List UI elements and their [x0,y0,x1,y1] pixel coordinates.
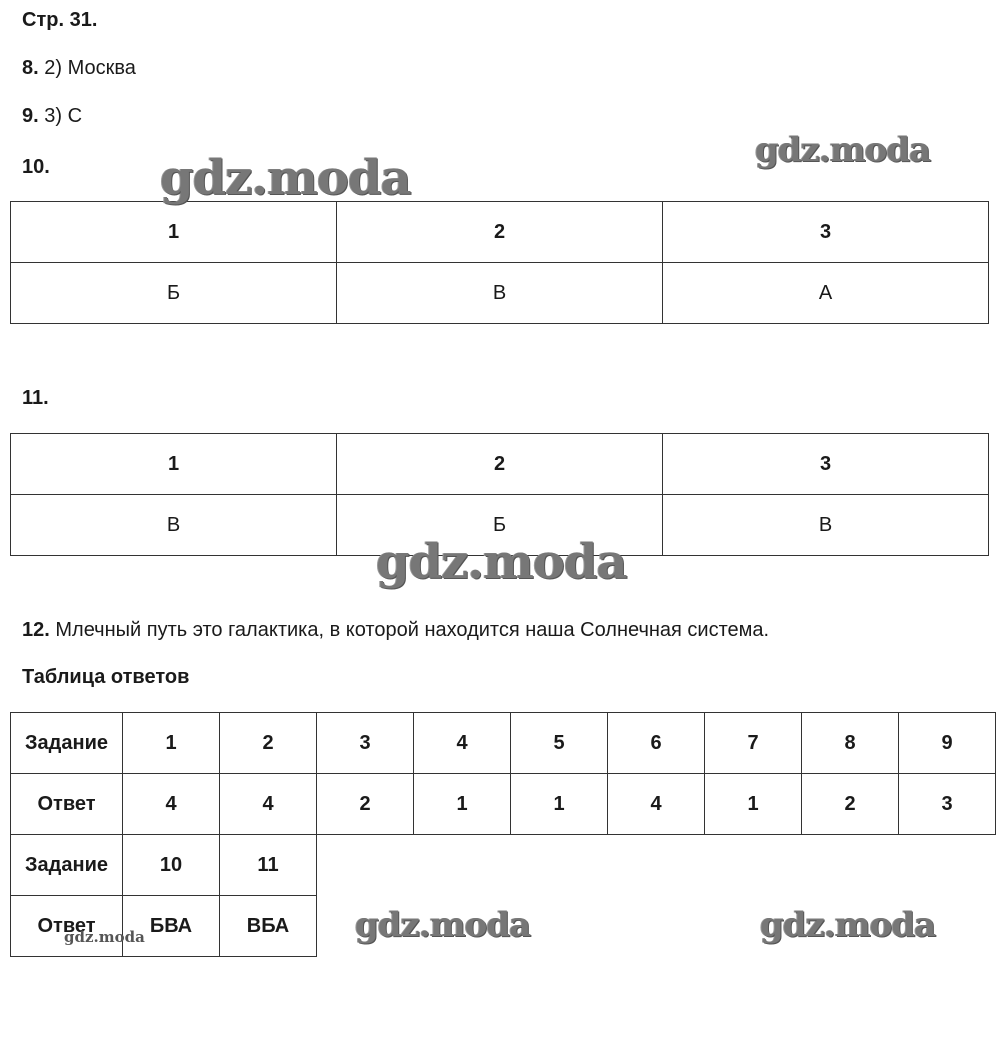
table-cell: 3 [663,434,989,495]
table-row [11,774,996,835]
table-cell: В [337,263,663,324]
table-cell: 3 [899,774,996,835]
table-cell: 1 [11,434,337,495]
item-number: 8. [22,57,39,79]
table-cell: 1 [705,774,802,835]
table-row [11,434,989,495]
table-cell: 10 [123,835,220,896]
empty-cell [317,835,996,896]
item-number: 12. [22,619,50,641]
answers-table-title: Таблица ответов [22,666,190,688]
watermark: gdz.moda [376,534,627,590]
item-answer: Млечный путь это галактика, в которой находится наша Солнечная система. [55,619,770,641]
table-cell: 2 [317,774,414,835]
watermark: gdz.moda [160,150,411,206]
table-cell: Ответ [11,896,123,957]
table-cell: 2 [220,713,317,774]
table-row [11,713,996,774]
table-cell: 1 [414,774,511,835]
table-cell: 4 [608,774,705,835]
item-answer: 2) Москва [44,57,136,79]
table-cell: Задание [11,835,123,896]
item-12 [22,618,769,642]
item-11-number: 11. [22,387,49,409]
watermark: gdz.moda [755,130,931,170]
item-9 [22,104,82,128]
table-cell: 3 [663,202,989,263]
table-cell: 1 [123,713,220,774]
table-cell: 5 [511,713,608,774]
table-row [11,263,989,324]
item-number: 9. [22,105,39,127]
table-row [11,202,989,263]
watermark: gdz.moda [760,905,936,945]
table-cell: Б [11,263,337,324]
watermark: gdz.moda [355,905,531,945]
table-cell: 8 [802,713,899,774]
table-cell: 9 [899,713,996,774]
watermark: gdz.moda [64,928,145,946]
item-10-number: 10. [22,156,50,178]
table-cell: Ответ [11,774,123,835]
table-cell: 6 [608,713,705,774]
item-8 [22,56,136,80]
page-heading: Стр. 31. [22,9,98,31]
table-cell: А [663,263,989,324]
table-cell: 2 [802,774,899,835]
table-cell: В [663,495,989,556]
table-cell: 1 [511,774,608,835]
table-cell: 4 [414,713,511,774]
table-cell: 4 [220,774,317,835]
table-cell: 1 [11,202,337,263]
table-cell: 7 [705,713,802,774]
task-10-table [10,201,989,324]
table-cell: 2 [337,434,663,495]
table-cell: Б [337,495,663,556]
table-row [11,835,996,896]
table-cell: 3 [317,713,414,774]
table-cell: 11 [220,835,317,896]
table-cell: ВБА [220,896,317,957]
table-cell: В [11,495,337,556]
item-answer: 3) С [44,105,83,127]
table-cell: 4 [123,774,220,835]
table-cell: 2 [337,202,663,263]
table-cell: БВА [123,896,220,957]
table-cell: Задание [11,713,123,774]
